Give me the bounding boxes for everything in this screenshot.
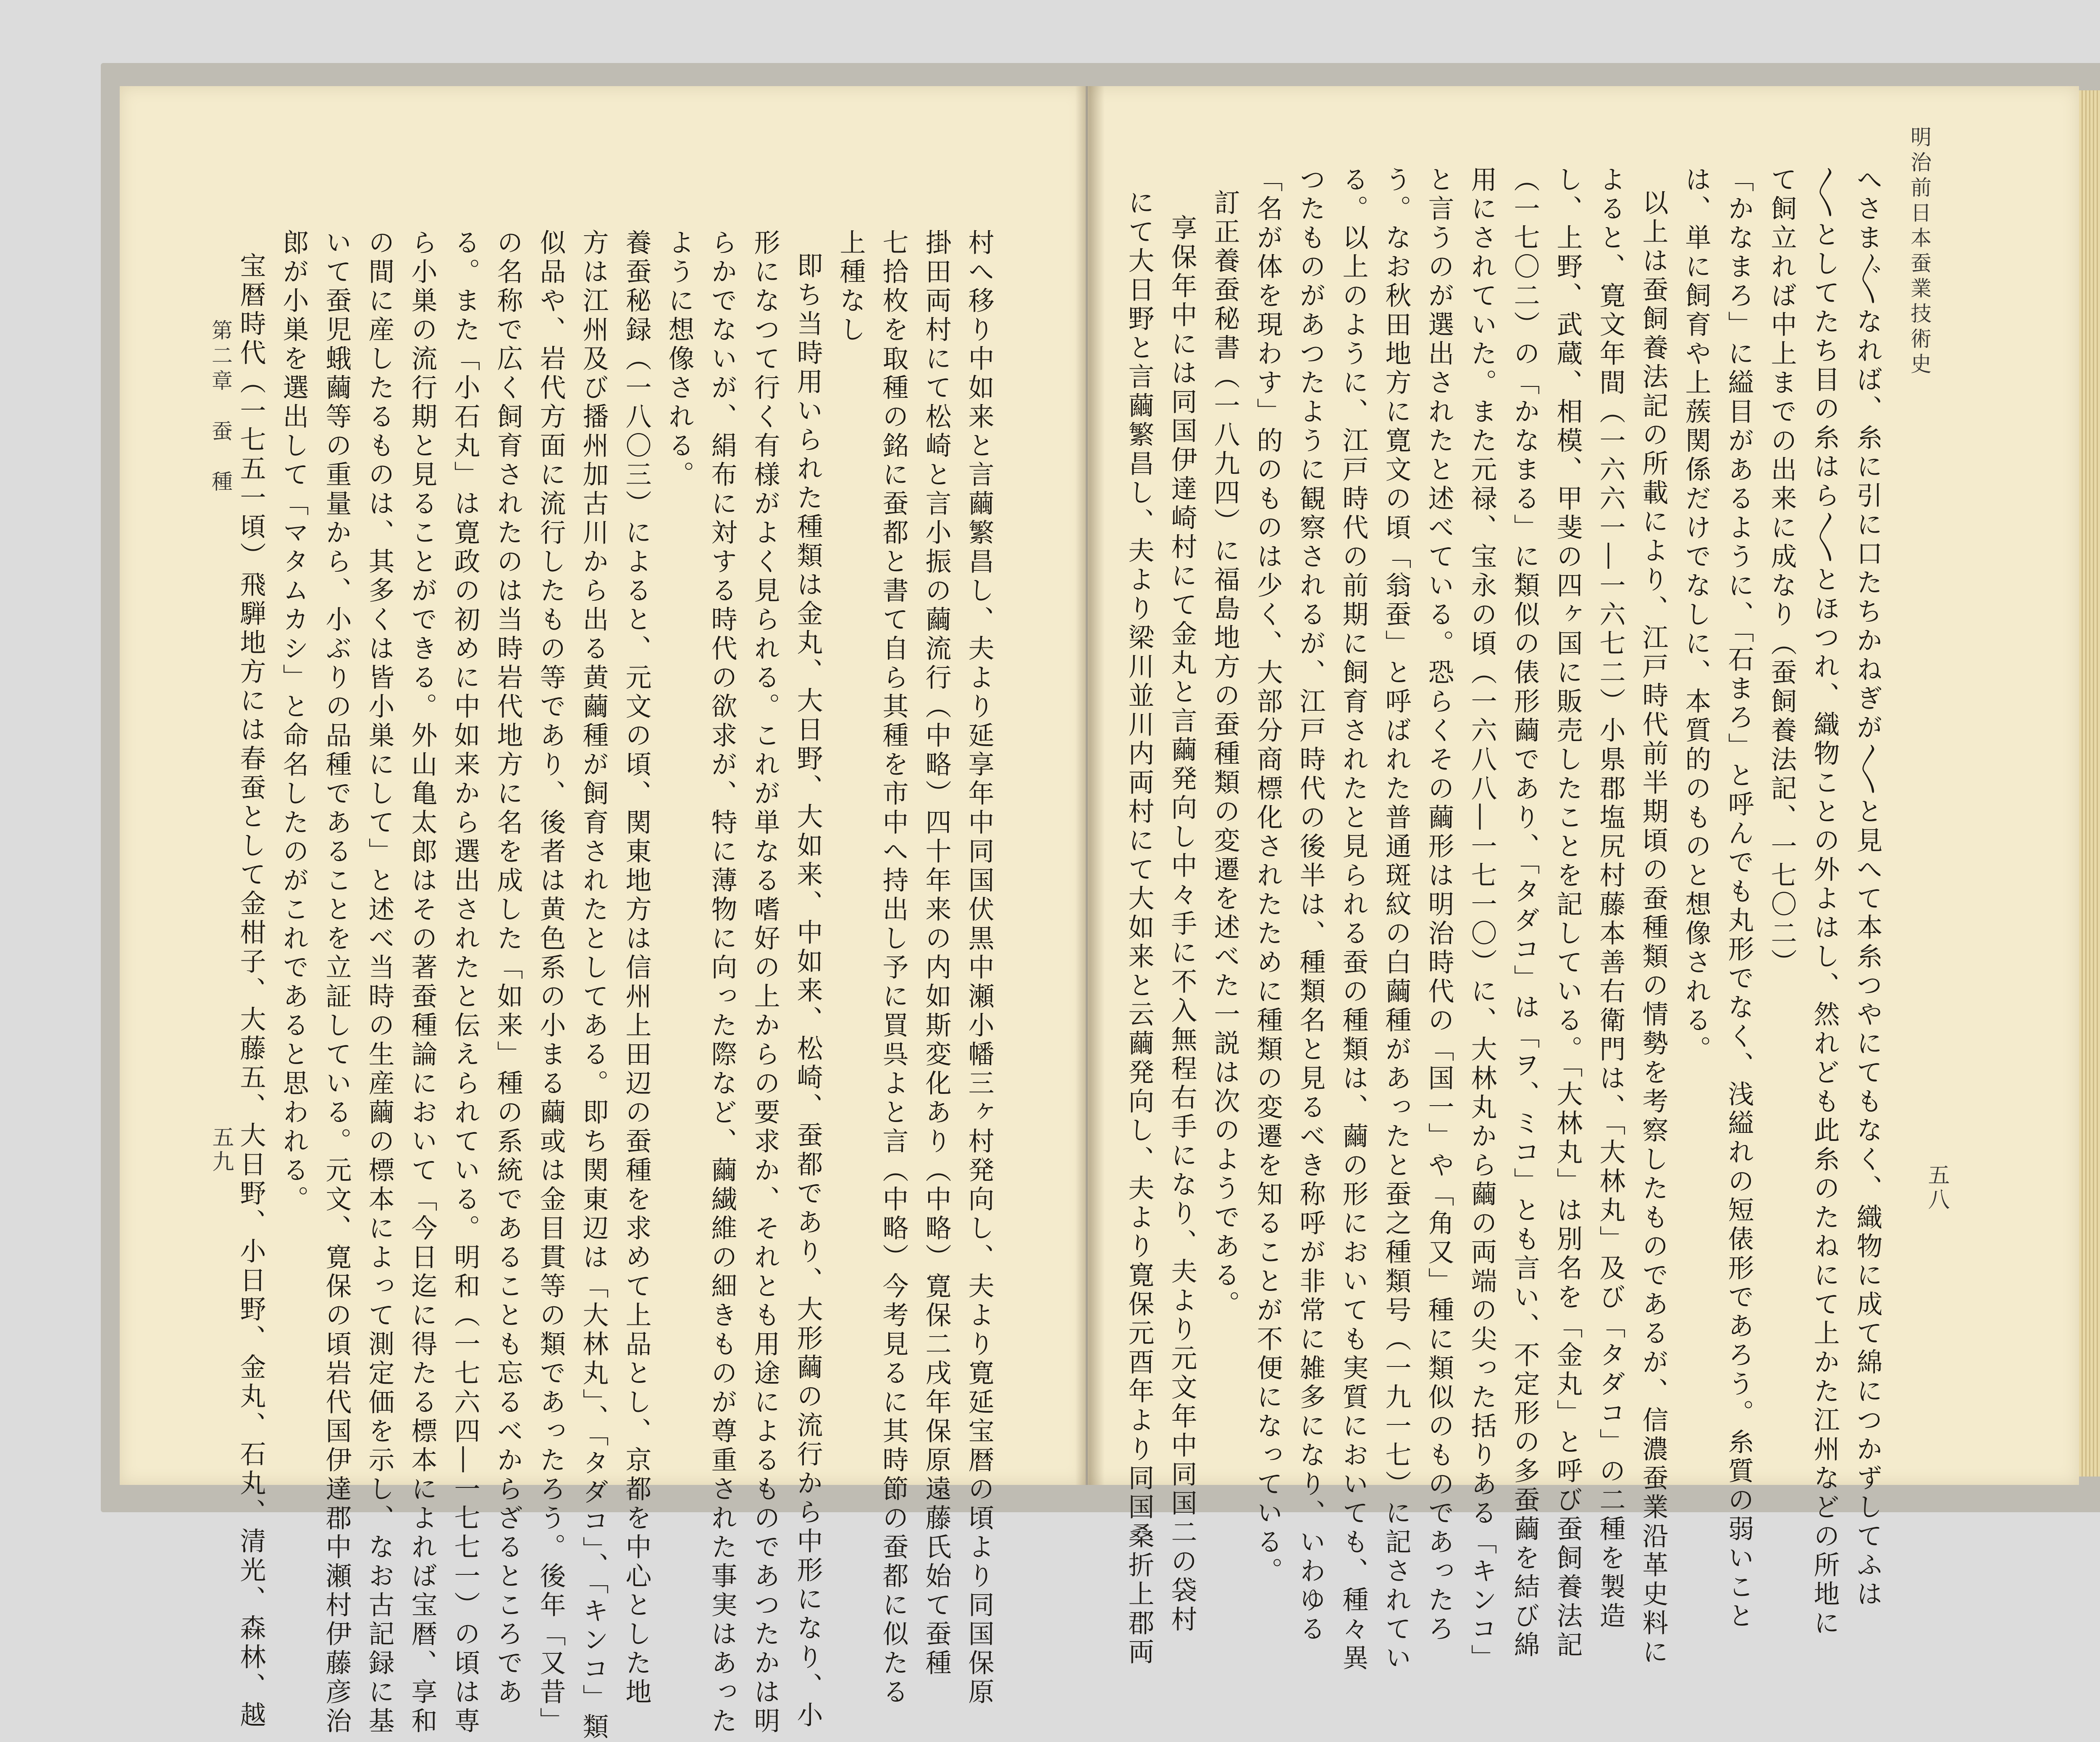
text-line: 方は江州及び播州加古川から出る黄繭種が飼育されたとしてある。即ち関東辺は「大林丸」、「タダコ」、「キンコ」類: [578, 229, 609, 1742]
text-line: ように想像される。: [664, 229, 695, 490]
quote-line: 享保年中には同国伊達崎村にて金丸と言繭発向し中々手に不入無程右手になり、夫より元文年中同国二の袋村: [1167, 214, 1197, 1634]
text-line: 似品や、岩代方面に流行したもの等であり、後者は黄色系の小まる繭或は金目貫等の類であったろう。後年「又昔」: [536, 229, 566, 1736]
text-line: 郎が小巣を選出して「マタムカシ」と命名したのがこれであると思われる。: [278, 229, 309, 1214]
chapter-footer: 第二章 蚕 種: [208, 319, 233, 496]
text-line: う。なお秋田地方に寛文の頃「翁蚕」と呼ばれた普通斑紋の白繭種があったと蚕之種類号（一九一七）に記されてい: [1381, 166, 1412, 1673]
book-gutter: [1075, 86, 1105, 1485]
page-edges: [2079, 90, 2100, 1477]
text-line: て飼立れば中上までの出来に成なり（蚕飼養法記、一七〇二）: [1767, 166, 1797, 977]
text-line: と言うのが選出されたと述べている。恐らくその繭形は明治時代の「国一」や「角又」種に類似のものであったろ: [1424, 166, 1454, 1644]
text-line: る。以上のように、江戸時代の前期に飼育されたと見られる蚕の種類は、繭の形においても実質においても、種々異: [1338, 166, 1369, 1673]
text-line: る。また「小石丸」は寛政の初めに中如来から選出されたと伝えられている。明和（一七六四―一七七一）の頃は専: [450, 229, 480, 1736]
text-line: 養蚕秘録（一八〇三）によると、元文の頃、関東地方は信州上田辺の蚕種を求めて上品とし、京都を中心とした地: [621, 229, 652, 1707]
quote-line: 七拾枚を取種の銘に蚕都と書て自ら其種を市中へ持出し予に買呉よと言（中略）今考見るに其時節の蚕都に似たる: [878, 229, 909, 1707]
text-line: の名称で広く飼育されたのは当時岩代地方に名を成した「如来」種の系統であることも忘るべからざるところであ: [493, 229, 523, 1707]
quote-line: 上種なし: [835, 229, 866, 345]
text-line: 「名が体を現わす」的のものは少く、大部分商標化されたために種類の変遷を知ることが不便になっている。: [1252, 166, 1283, 1586]
text-line: 訂正養蚕秘書（一八九四）に福島地方の蚕種類の変遷を述べた一説は次のようである。: [1210, 189, 1240, 1319]
text-line: 用にされていた。また元禄、宝永の頃（一六八八―一七一〇）に、大林丸から繭の両端の尖った括りある「キンコ」: [1467, 166, 1497, 1673]
quote-line: 掛田両村にて松崎と言小振の繭流行（中略）四十年来の内如斯変化あり（中略）寛保二戌年保原遠藤氏始て蚕種: [921, 229, 952, 1678]
text-line: よると、寛文年間（一六六一―一六七二）小県郡塩尻村藤本善右衛門は、「大林丸」及び「タダコ」の二種を製造: [1595, 166, 1626, 1631]
page-number-right: 五八: [1924, 1164, 1949, 1212]
text-line: （一七〇二）の「かなまる」に類似の俵形繭であり、「タダコ」は「ヲ、ミコ」とも言い、不定形の多蚕繭を結び綿: [1509, 166, 1540, 1660]
text-line: 以上は蚕飼養法記の所載により、江戸時代前半期頃の蚕種類の情勢を考察したものであるが、信濃蚕業沿革史料に: [1638, 189, 1669, 1667]
text-line: し、上野、武蔵、相模、甲斐の四ヶ国に販売したことを記している。「大林丸」は別名を「金丸」と呼び蚕飼養法記: [1552, 166, 1583, 1660]
text-line: 即ち当時用いられた種類は金丸、大日野、大如来、中如来、松崎、蚕都であり、大形繭の流行から中形になり、小: [793, 252, 823, 1730]
text-line: 〳〵としてたち目の糸はら〳〵とほつれ、織物ことの外よはし、然れども此糸のたねにて上かた江州などの所地に: [1809, 166, 1840, 1638]
text-line: いて蚕児蛾繭等の重量から、小ぶりの品種であることを立証している。元文、寛保の頃岩代国伊達郡中瀬村伊藤彦治: [321, 229, 352, 1736]
text-line: 形になつて行く有様がよく見られる。これが単なる嗜好の上からの要求か、それとも用途によるものであつたかは明: [750, 229, 780, 1736]
text-line: つたものがあつたように観察されるが、江戸時代の後半は、種類名と見るべき称呼が非常に雑多になり、いわゆる: [1295, 166, 1326, 1644]
text-line: の間に産したるものは、其多くは皆小巣にして」と述べ当時の生産繭の標本によって測定価を示し、なお古記録に基: [364, 229, 395, 1736]
quote-line: 村へ移り中如来と言繭繁昌し、夫より延享年中同国伏黒中瀬小幡三ヶ村発向し、夫より寛延宝暦の頃より同国保原: [964, 229, 995, 1707]
running-head: 明治前日本蚕業技術史: [1907, 126, 1932, 378]
text-line: 宝暦時代（一七五一頃）飛騨地方には春蚕として金柑子、大藤五、大日野、小日野、金丸、石丸、清光、森林、越: [236, 252, 266, 1730]
quote-line: にて大日野と言繭繁昌し、夫より梁川並川内両村にて大如来と云繭発向し、夫より寛保元酉年より同国桑折上郡両: [1124, 189, 1155, 1667]
page-number-left: 五九: [208, 1126, 234, 1174]
text-line: 「かなまろ」に縊目があるように、「石まろ」と呼んでも丸形でなく、浅縊れの短俵形であろう。糸質の弱いこと: [1724, 166, 1754, 1631]
text-line: は、単に飼育や上蔟関係だけでなしに、本質的のものと想像される。: [1681, 166, 1712, 1064]
text-line: らかでないが、絹布に対する時代の欲求が、特に薄物に向った際など、繭繊維の細きものが尊重された事実はあった: [707, 229, 738, 1736]
text-line: ら小巣の流行期と見ることができる。外山亀太郎はその著蚕種論において「今日迄に得たる標本によれば宝暦、享和: [407, 229, 438, 1736]
text-line: へさま〴〵なれば、糸に引に口たちかねぎが〳〵と見へて本糸つやにてもなく、織物に成て綿につかずしてふは: [1852, 166, 1883, 1609]
